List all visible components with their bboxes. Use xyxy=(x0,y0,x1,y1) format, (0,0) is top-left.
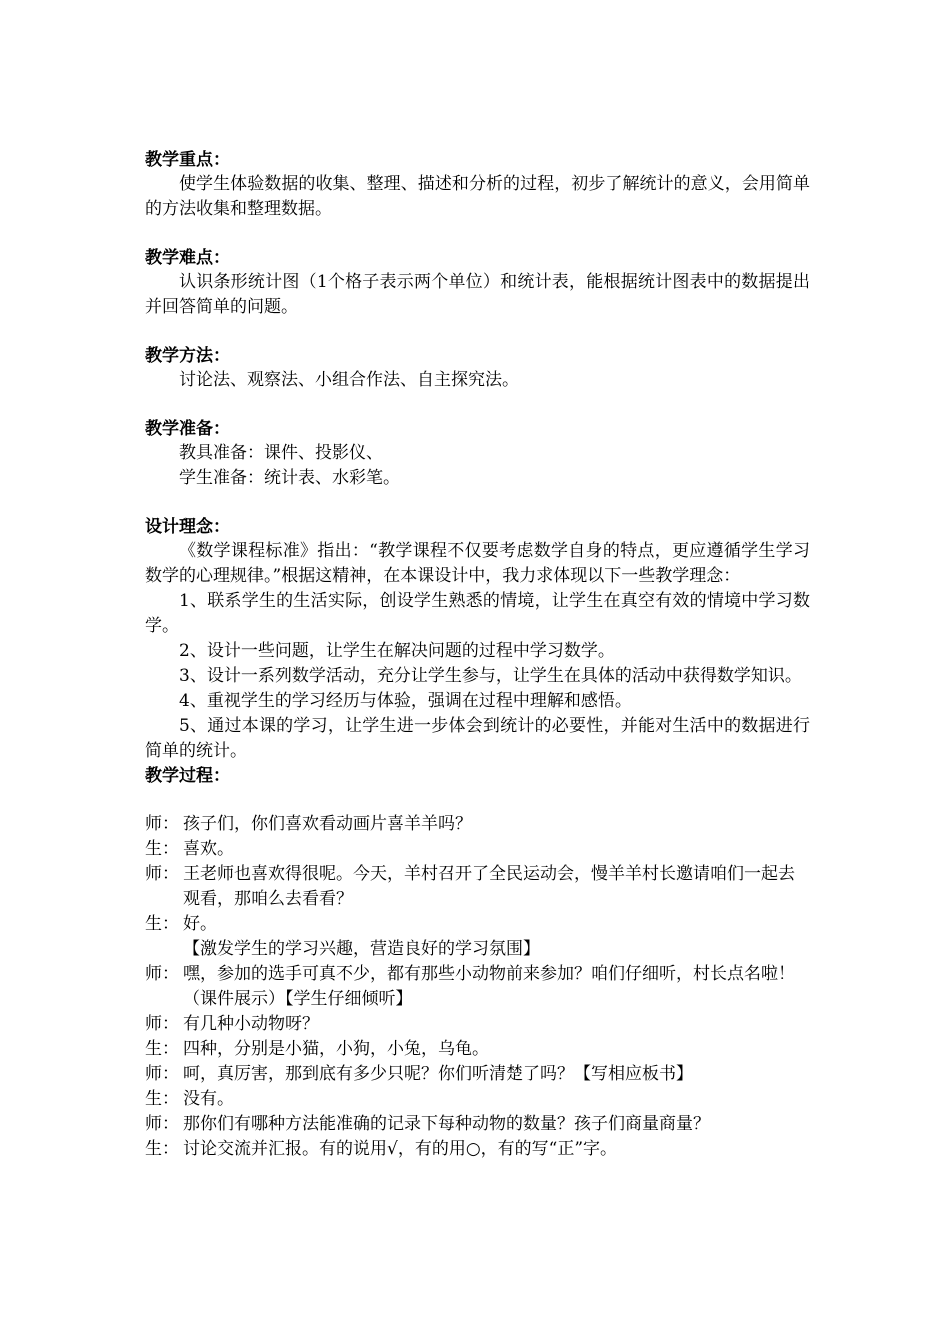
prep-student: 学生准备：统计表、水彩笔。 xyxy=(179,468,400,488)
section-title-difficulty: 教学难点： xyxy=(145,248,230,268)
section-text-focus: 使学生体验数据的收集、整理、描述和分析的过程，初步了解统计的意义，会用简单的方法收集和整理数据。 xyxy=(145,174,810,219)
dialogue-line xyxy=(145,1112,810,1137)
section-text-method: 讨论法、观察法、小组合作法、自主探究法。 xyxy=(179,370,519,390)
dialogue-speaker: 师： xyxy=(145,814,179,834)
dialogue-speaker: 生： xyxy=(145,839,179,859)
section-text-difficulty: 认识条形统计图（1个格子表示两个单位）和统计表，能根据统计图表中的数据提出并回答简单的问题。 xyxy=(145,272,810,317)
dialogue-text: 有几种小动物呀？ xyxy=(183,1014,319,1034)
dialogue-line xyxy=(145,1062,810,1087)
dialogue-speaker: 师： xyxy=(145,1114,179,1134)
dialogue-line xyxy=(145,837,810,862)
section-title-concept: 设计理念： xyxy=(145,517,230,537)
dialogue-speaker: 生： xyxy=(145,1089,179,1109)
concept-item: 1、联系学生的生活实际，创设学生熟悉的情境，让学生在真空有效的情境中学习数学。 xyxy=(145,591,810,636)
dialogue-line xyxy=(145,1087,810,1112)
dialogue-text: 嘿，参加的选手可真不少，都有那些小动物前来参加？咱们仔细听，村长点名啦！（课件展示）【学生仔细倾听】 xyxy=(183,964,795,1009)
dialogue-speaker: 师： xyxy=(145,864,179,884)
dialogue-speaker: 师： xyxy=(145,1014,179,1034)
dialogue-speaker: 生： xyxy=(145,914,179,934)
concept-item: 2、设计一些问题，让学生在解决问题的过程中学习数学。 xyxy=(179,641,615,661)
dialogue-text: 那你们有哪种方法能准确的记录下每种动物的数量？孩子们商量商量？ xyxy=(183,1114,710,1134)
concept-item: 5、通过本课的学习，让学生进一步体会到统计的必要性，并能对生活中的数据进行简单的统计。 xyxy=(145,716,810,761)
teaching-note: 【激发学生的学习兴趣，营造良好的学习氛围】 xyxy=(183,939,540,959)
dialogue-line xyxy=(145,862,810,912)
dialogue-text: 讨论交流并汇报。有的说用√，有的用○，有的写“正”字。 xyxy=(183,1139,618,1159)
dialogue-line xyxy=(145,962,810,1012)
dialogue-speaker: 师： xyxy=(145,1064,179,1084)
dialogue-line xyxy=(145,1037,810,1062)
section-title-process: 教学过程： xyxy=(145,766,230,786)
dialogue-text: 没有。 xyxy=(183,1089,234,1109)
section-title-focus: 教学重点： xyxy=(145,150,230,170)
section-title-prep: 教学准备： xyxy=(145,419,230,439)
dialogue-speaker: 生： xyxy=(145,1139,179,1159)
section-title-method: 教学方法： xyxy=(145,346,230,366)
dialogue-line xyxy=(145,1137,810,1162)
concept-intro: 《数学课程标准》指出：“教学课程不仅要考虑数学自身的特点，更应遵循学生学习数学的心理规律。”根据这精神，在本课设计中，我力求体现以下一些教学理念： xyxy=(145,541,810,586)
dialogue-line xyxy=(145,912,810,937)
dialogue-text: 喜欢。 xyxy=(183,839,234,859)
dialogue-text: 孩子们，你们喜欢看动画片喜羊羊吗？ xyxy=(183,814,472,834)
document-body xyxy=(145,148,810,1162)
dialogue-speaker: 师： xyxy=(145,964,179,984)
prep-teacher: 教具准备：课件、投影仪、 xyxy=(179,443,383,463)
dialogue-text: 好。 xyxy=(183,914,217,934)
dialogue-text: 王老师也喜欢得很呢。今天，羊村召开了全民运动会，慢羊羊村长邀请咱们一起去观看，那咱么去看看？ xyxy=(183,864,795,909)
dialogue-line xyxy=(145,1012,810,1037)
concept-item: 3、设计一系列数学活动，充分让学生参与，让学生在具体的活动中获得数学知识。 xyxy=(179,666,802,686)
concept-item: 4、重视学生的学习经历与体验，强调在过程中理解和感悟。 xyxy=(179,691,632,711)
dialogue-text: 呵，真厉害，那到底有多少只呢？你们听清楚了吗？【写相应板书】 xyxy=(183,1064,693,1084)
dialogue-speaker: 生： xyxy=(145,1039,179,1059)
dialogue-text: 四种，分别是小猫，小狗，小兔，乌龟。 xyxy=(183,1039,489,1059)
dialogue-line xyxy=(145,812,810,837)
